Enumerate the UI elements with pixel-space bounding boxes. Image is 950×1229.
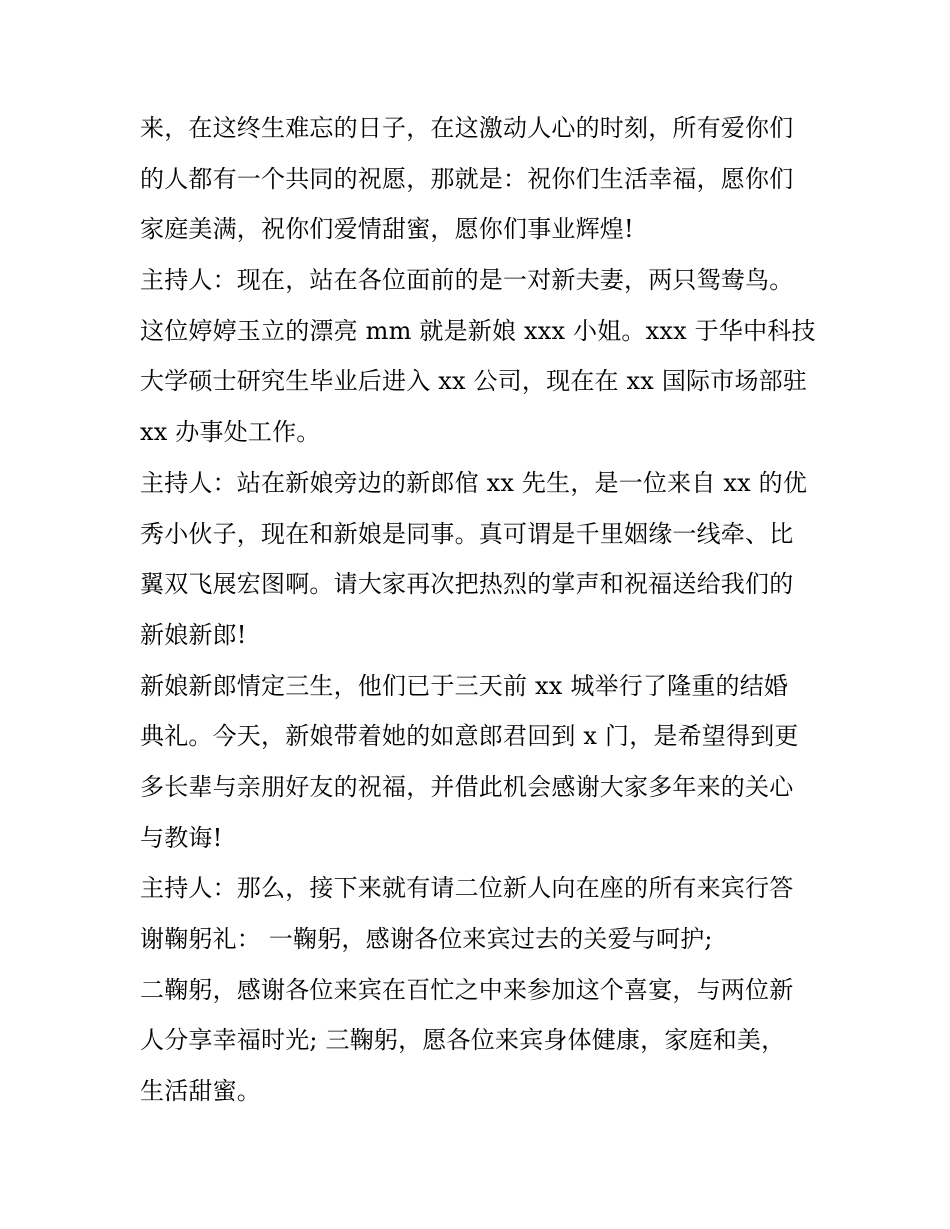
text-line: 这位婷婷玉立的漂亮 mm 就是新娘 xxx 小姐。xxx 于华中科技 xyxy=(140,316,816,345)
text-line: 新娘新郎情定三生，他们已于三天前 xx 城举行了隆重的结婚 xyxy=(140,671,789,700)
text-line: xx 办事处工作。 xyxy=(140,418,321,447)
text-line: 主持人：站在新娘旁边的新郎倌 xx 先生，是一位来自 xx 的优 xyxy=(140,468,808,497)
text-line: 家庭美满，祝你们爱情甜蜜，愿你们事业辉煌! xyxy=(140,215,634,244)
text-line: 主持人：现在，站在各位面前的是一对新夫妻，两只鸳鸯鸟。 xyxy=(140,266,794,295)
text-line: 与教诲! xyxy=(140,823,223,852)
document-body xyxy=(140,103,820,1117)
text-line: 人分享幸福时光; 三鞠躬，愿各位来宾身体健康，家庭和美， xyxy=(140,1026,786,1055)
text-line: 主持人：那么，接下来就有请二位新人向在座的所有来宾行答 xyxy=(140,874,794,903)
text-line: 谢鞠躬礼： 一鞠躬，感谢各位来宾过去的关爱与呵护; xyxy=(140,925,713,953)
text-line: 多长辈与亲朋好友的祝福，并借此机会感谢大家多年来的关心 xyxy=(140,772,794,801)
text-line: 的人都有一个共同的祝愿，那就是：祝你们生活幸福，愿你们 xyxy=(140,164,794,193)
text-line: 生活甜蜜。 xyxy=(140,1077,261,1106)
text-line: 大学硕士研究生毕业后进入 xx 公司，现在在 xx 国际市场部驻 xyxy=(140,367,808,396)
text-line: 典礼。今天，新娘带着她的如意郎君回到 x 门，是希望得到更 xyxy=(140,722,799,751)
text-line: 翼双飞展宏图啊。请大家再次把热烈的掌声和祝福送给我们的 xyxy=(140,570,794,599)
text-line: 新娘新郎! xyxy=(140,620,247,649)
text-line: 来，在这终生难忘的日子，在这激动人心的时刻，所有爱你们 xyxy=(140,114,794,142)
text-line: 二鞠躬，感谢各位来宾在百忙之中来参加这个喜宴，与两位新 xyxy=(140,975,794,1004)
text-line: 秀小伙子，现在和新娘是同事。真可谓是千里姻缘一线牵、比 xyxy=(140,519,794,548)
